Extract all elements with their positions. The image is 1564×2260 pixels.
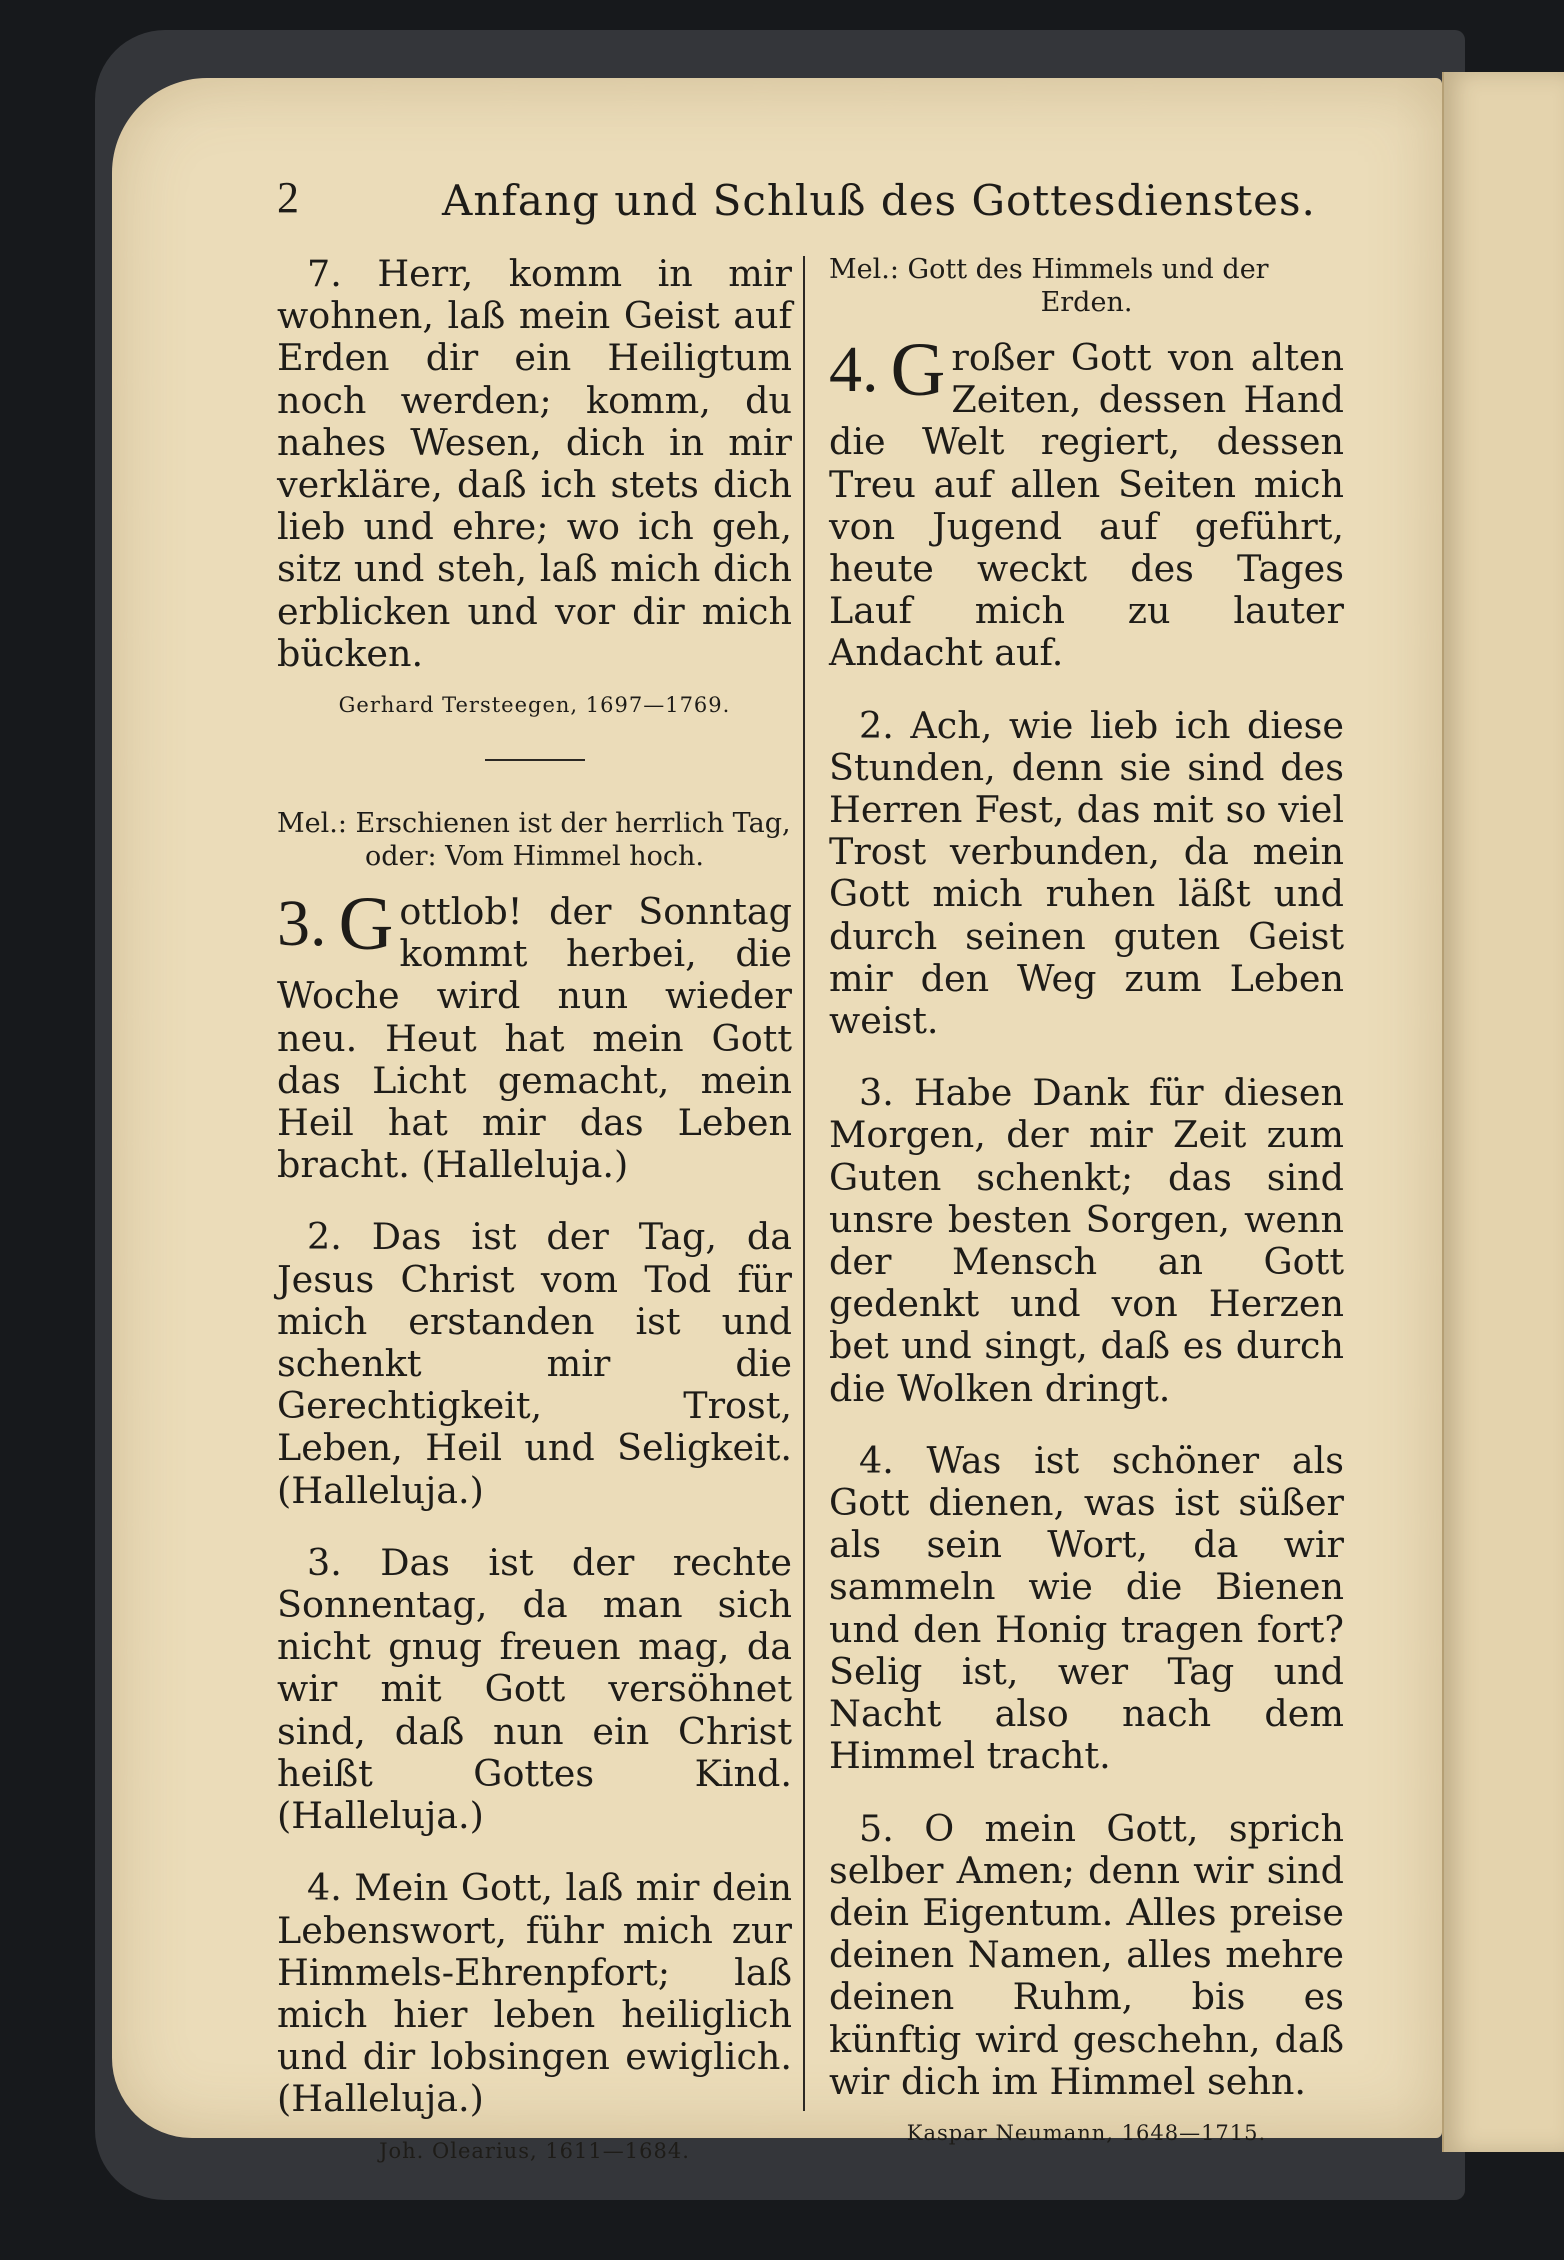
melody-note <box>277 807 792 873</box>
hymn-4-verse-2: 2. Ach, wie lieb ich diese Stunden, denn sie sind des Herren Fest, das mit so viel Trost verbunden, da mein Gott mich ruhen läßt und durch seinen guten Geist mir den Weg zum Leben weist. <box>829 703 1344 1043</box>
hymn-4-verse-1-text: roßer Gott von alten Zeiten, dessen Hand die Welt regiert, dessen Treu auf allen Seiten mich von Jugend auf geführt, heute weckt des Tages Lauf mich zu lauter Andacht auf. <box>829 336 1344 675</box>
hymn-3-verse-4: 4. Mein Gott, laß mir dein Lebenswort, führ mich zur Himmels-Ehrenpfort; laß mich hier leben heiliglich und dir lobsingen ewiglich. (Halleluja.) <box>277 1866 792 2121</box>
author-neumann: Kaspar Neumann, 1648—1715. <box>906 2120 1267 2145</box>
melody-line-2-right: Erden. <box>1040 287 1133 318</box>
melody-line-1: Mel.: Erschienen ist der herrlich Tag, <box>277 808 791 840</box>
melody-note-right <box>829 253 1344 319</box>
author-tersteegen: Gerhard Tersteegen, 1697—1769. <box>338 693 731 718</box>
page-header <box>112 172 1442 242</box>
hymn-3-verse-3: 3. Das ist der rechte Sonnentag, da man sich nicht gnug freuen mag, da wir mit Gott versöhnet sind, daß nun ein Christ heißt Gottes Kind. (Halleluja.) <box>277 1540 792 1838</box>
hymn-3-verse-2: 2. Das ist der Tag, da Jesus Christ vom Tod für mich erstanden ist und schenkt mir die Gerechtigkeit, Trost, Leben, Heil und Seligkeit. (Halleluja.) <box>277 1215 792 1512</box>
hymn-4-verse-3: 3. Habe Dank für diesen Morgen, der mir Zeit zum Guten schenkt; das sind unsre besten Sorgen, wenn der Mensch an Gott gedenkt und von Herzen bet und singt, daß es durch die Wolken dringt. <box>829 1071 1344 1410</box>
page-number: 2 <box>277 173 299 222</box>
hymn-4-initial: G <box>890 328 946 412</box>
section-rule <box>485 759 585 761</box>
hymn-3-verse-1 <box>277 882 792 1187</box>
left-column <box>277 253 792 2165</box>
verse-7: 7. Herr, komm in mir wohnen, laß mein Geist auf Erden dir ein Heiligtum noch werden; komm, du nahes Wesen, dich in mir verkläre, daß ich stets dich lieb und ehre; wo ich geh, sitz und steh, laß mich dich erblicken und vor dir mich bücken. <box>277 252 792 675</box>
column-divider <box>803 256 805 2111</box>
hymn-3-number: 3. <box>277 887 327 961</box>
hymn-4-verse-4: 4. Was ist schöner als Gott dienen, was ist süßer als sein Wort, da wir sammeln wie die Bienen und den Honig tragen fort? Selig ist, wer Tag und Nacht also nach dem Himmel tracht. <box>829 1438 1344 1778</box>
hymn-4-verse-5: 5. O mein Gott, sprich selber Amen; denn wir sind dein Eigentum. Alles preise deinen Namen, alles mehre deinen Ruhm, bis es künftig wird geschehn, daß wir dich im Himmel sehn. <box>829 1806 1344 2103</box>
hymn-3-initial: G <box>338 882 394 967</box>
book-page <box>112 78 1442 2163</box>
hymn-4-verse-1 <box>829 328 1344 675</box>
hymn-3-verse-1-text: ottlob! der Sonntag kommt herbei, die Woche wird nun wieder neu. Heut hat mein Gott das Licht gemacht, mein Heil hat mir das Leben bracht. (Halleluja.) <box>277 890 792 1187</box>
hymn-4-number: 4. <box>829 333 879 406</box>
melody-line-1-right: Mel.: Gott des Himmels und der <box>829 254 1269 285</box>
right-column <box>829 253 1344 2147</box>
running-title: Anfang und Schluß des Gottesdienstes. <box>442 176 1316 225</box>
melody-line-2: oder: Vom Himmel hoch. <box>365 841 704 873</box>
facing-page-edge <box>1442 72 1564 2152</box>
author-olearius: Joh. Olearius, 1611—1684. <box>379 2138 690 2163</box>
